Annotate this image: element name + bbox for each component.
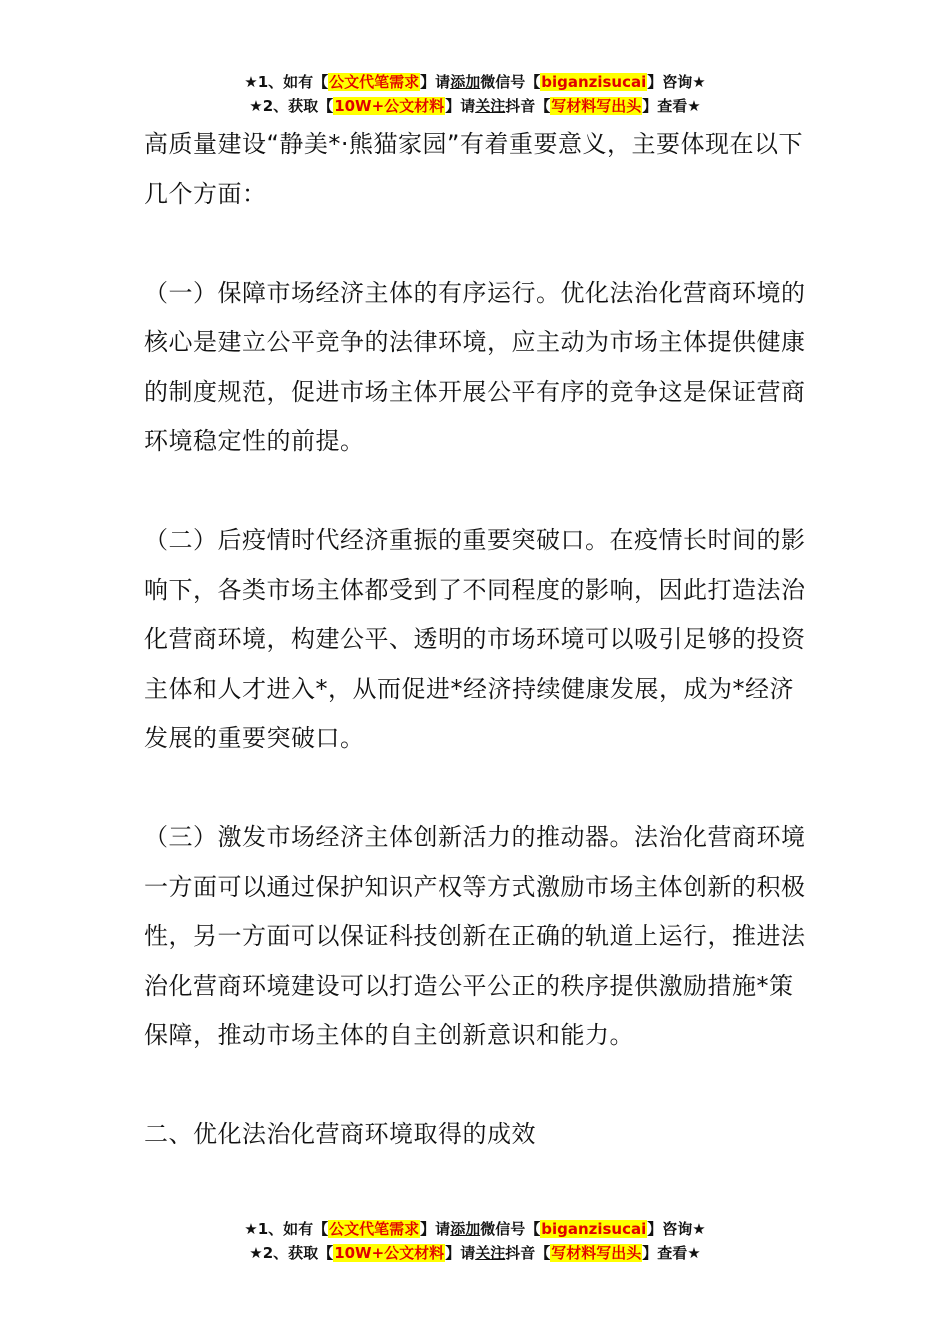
paragraph-gap [144, 467, 814, 517]
banner-highlight: 公文代笔需求 [329, 1220, 420, 1238]
banner-text: 微信号【 [480, 1220, 541, 1238]
banner-underlined: 关注 [475, 97, 506, 115]
paragraph-1: （一）保障市场经济主体的有序运行。优化法治化营商环境的核心是建立公平竞争的法律环境，应主动为市场主体提供健康的制度规范，促进市场主体开展公平有序的竞争这是保证营商环境稳定性的前提。 [144, 278, 806, 455]
banner-line-1 [0, 1217, 950, 1241]
banner-text: 】咨询★ [647, 73, 706, 91]
banner-text: 抖音【 [505, 1244, 551, 1262]
banner-line-1 [0, 70, 950, 94]
banner-highlight: 10W+公文材料 [334, 97, 445, 115]
banner-text: 】查看★ [642, 1244, 701, 1262]
banner-text: 】请 [420, 1220, 451, 1238]
banner-text: 】请 [420, 73, 451, 91]
document-body [144, 120, 814, 1160]
banner-highlight: biganzisucai [541, 73, 647, 91]
banner-line-2 [0, 94, 950, 118]
banner-text: ★1、如有【 [244, 1220, 329, 1238]
paragraph-gap [144, 219, 814, 269]
banner-underlined: 添加 [450, 73, 481, 91]
banner-text: 】咨询★ [647, 1220, 706, 1238]
banner-highlight: 公文代笔需求 [329, 73, 420, 91]
paragraph-gap [144, 1061, 814, 1111]
paragraph-2: （二）后疫情时代经济重振的重要突破口。在疫情长时间的影响下，各类市场主体都受到了不同程度的影响，因此打造法治化营商环境，构建公平、透明的市场环境可以吸引足够的投资主体和人才进入*，从而促进*经济持续健康发展，成为*经济发展的重要突破口。 [144, 526, 806, 752]
banner-highlight: 写材料写出头 [551, 1244, 642, 1262]
banner-text: 抖音【 [505, 97, 551, 115]
paragraph-gap [144, 764, 814, 814]
banner-text: ★2、获取【 [249, 97, 334, 115]
banner-text: 】请 [445, 1244, 476, 1262]
banner-underlined: 关注 [475, 1244, 506, 1262]
banner-line-2 [0, 1241, 950, 1265]
banner-text: ★1、如有【 [244, 73, 329, 91]
header-banner [0, 70, 950, 118]
banner-text: 】请 [445, 97, 476, 115]
banner-text: 微信号【 [480, 73, 541, 91]
banner-highlight: biganzisucai [541, 1220, 647, 1238]
banner-highlight: 10W+公文材料 [334, 1244, 445, 1262]
section-heading: 二、优化法治化营商环境取得的成效 [144, 1120, 536, 1148]
banner-text: ★2、获取【 [249, 1244, 334, 1262]
intro-paragraph: 高质量建设“静美*·熊猫家园”有着重要意义，主要体现在以下几个方面： [144, 130, 803, 208]
paragraph-3: （三）激发市场经济主体创新活力的推动器。法治化营商环境一方面可以通过保护知识产权等方式激励市场主体创新的积极性，另一方面可以保证科技创新在正确的轨道上运行，推进法治化营商环境建设可以打造公平公正的秩序提供激励措施*策保障，推动市场主体的自主创新意识和能力。 [144, 823, 806, 1049]
banner-underlined: 添加 [450, 1220, 481, 1238]
banner-text: 】查看★ [642, 97, 701, 115]
footer-banner [0, 1217, 950, 1265]
banner-highlight: 写材料写出头 [551, 97, 642, 115]
